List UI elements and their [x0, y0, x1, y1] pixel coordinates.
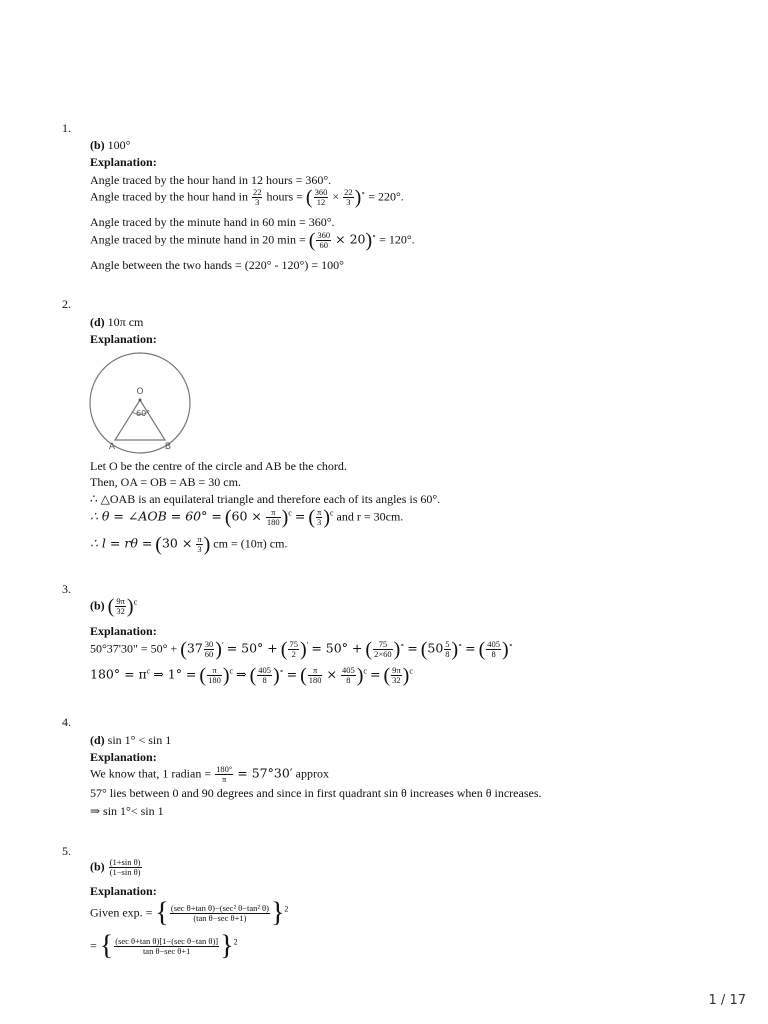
q1-line-5: Angle between the two hands = (220° - 120°) = 100° — [90, 258, 344, 272]
question-number-1: 1. — [62, 121, 71, 135]
q2-line-4: ∴ θ = ∠AOB = 60° = (60 × $\frac{\pi}{180}$ )$^c$ = ( $\frac{\pi}{3}$ )$^c$ and r = 30cm. — [90, 506, 404, 529]
label-b: B — [164, 442, 172, 452]
q5-line-1: Given exp. = { $\frac{\text{(sec θ+tan θ)−(sec² θ−tan² θ)}}{\text{(tan θ−sec θ+1)}}$ }$^2$ — [90, 897, 289, 929]
q1-line-1: Angle traced by the hour hand in 12 hours = 360°. — [90, 173, 332, 187]
explanation-heading: Explanation: — [90, 624, 157, 638]
circle-chord-diagram — [88, 350, 198, 454]
question-number-4: 4. — [62, 715, 71, 729]
answer-text: 100° — [107, 138, 131, 152]
q2-line-2: Then, OA = OB = AB = 30 cm. — [90, 475, 241, 489]
label-angle: 60° — [136, 409, 151, 418]
label-a: A — [108, 442, 116, 452]
answer-line-4: (d) sin 1° < sin 1 — [90, 733, 172, 747]
q3-line-2: $180^\circ = \pi^c$ ⇒ 1° = ( $\frac{\pi}{180}$ )$^c$ ⇒ ( $\frac{405}{8}$ )∘ = ( $\frac{\pi}{180}$ × $\frac{405}{8}$ )$^c$ = ( $\frac{9\pi}{32}$ )$^c$ — [90, 664, 413, 687]
q4-line-2: 57° lies between 0 and 90 degrees and since in first quadrant sin θ increases when θ increases. — [90, 786, 542, 800]
question-number-2: 2. — [62, 297, 71, 311]
answer-line-5: (b) $\frac{\text{(1+sin θ)}}{\text{(1−sin θ)}}$ — [90, 857, 141, 877]
q2-line-1: Let O be the centre of the circle and AB be the chord. — [90, 459, 347, 473]
q5-line-2: = { $\frac{\text{(sec θ+tan θ)[1−(sec θ−tan θ)]}}{\text{tan θ−sec θ+1}}$ }$^2$ — [90, 930, 238, 962]
q3-line-1: 50°37'30" = 50° + (37 $\frac{30}{60}$ )′ = 50° + ( $\frac{75}{2}$ )′ = 50° + ( $\frac{75}{2\times 60}$ )∘ = (50 $\frac{5}{8}$ )∘ = ( $\frac{405}{8}$ )∘ — [90, 638, 513, 661]
q4-line-3: ⇒ sin 1°< sin 1 — [90, 804, 164, 818]
explanation-heading: Explanation: — [90, 750, 157, 764]
answer-option: (b) — [90, 138, 105, 152]
q1-line-3: Angle traced by the minute hand in 60 min = 360°. — [90, 215, 335, 229]
page-number: 1 / 17 — [708, 993, 746, 1008]
q2-line-3: ∴ △OAB is an equilateral triangle and therefore each of its angles is 60°. — [90, 492, 441, 506]
question-number-5: 5. — [62, 844, 71, 858]
explanation-heading: Explanation: — [90, 155, 157, 169]
q2-line-5: ∴ l = rθ = (30 × $\frac{\pi}{3}$ ) cm = (10π) cm. — [90, 533, 288, 556]
answer-line-1 — [90, 138, 130, 153]
q1-line-4: Angle traced by the minute hand in 20 min = ( $\frac{360}{60}$ × 20)∘ = 120°. — [90, 229, 415, 252]
answer-line-3: (b) ( $\frac{9\pi}{32}$ )$^c$ — [90, 595, 138, 618]
q1-line-2: Angle traced by the hour hand in $\frac{22}{3}$ hours = ( $\frac{360}{12}$ × $\frac{22}{3}$ )∘ = 220°. — [90, 186, 404, 209]
question-number-3: 3. — [62, 582, 71, 596]
label-o: O — [136, 387, 144, 397]
explanation-heading: Explanation: — [90, 884, 157, 898]
explanation-heading: Explanation: — [90, 332, 157, 346]
answer-line-2: (d) 10π cm — [90, 315, 144, 329]
q4-line-1: We know that, 1 radian = $\frac{180^\circ}{\pi}$ = 57°30′ approx — [90, 764, 329, 784]
